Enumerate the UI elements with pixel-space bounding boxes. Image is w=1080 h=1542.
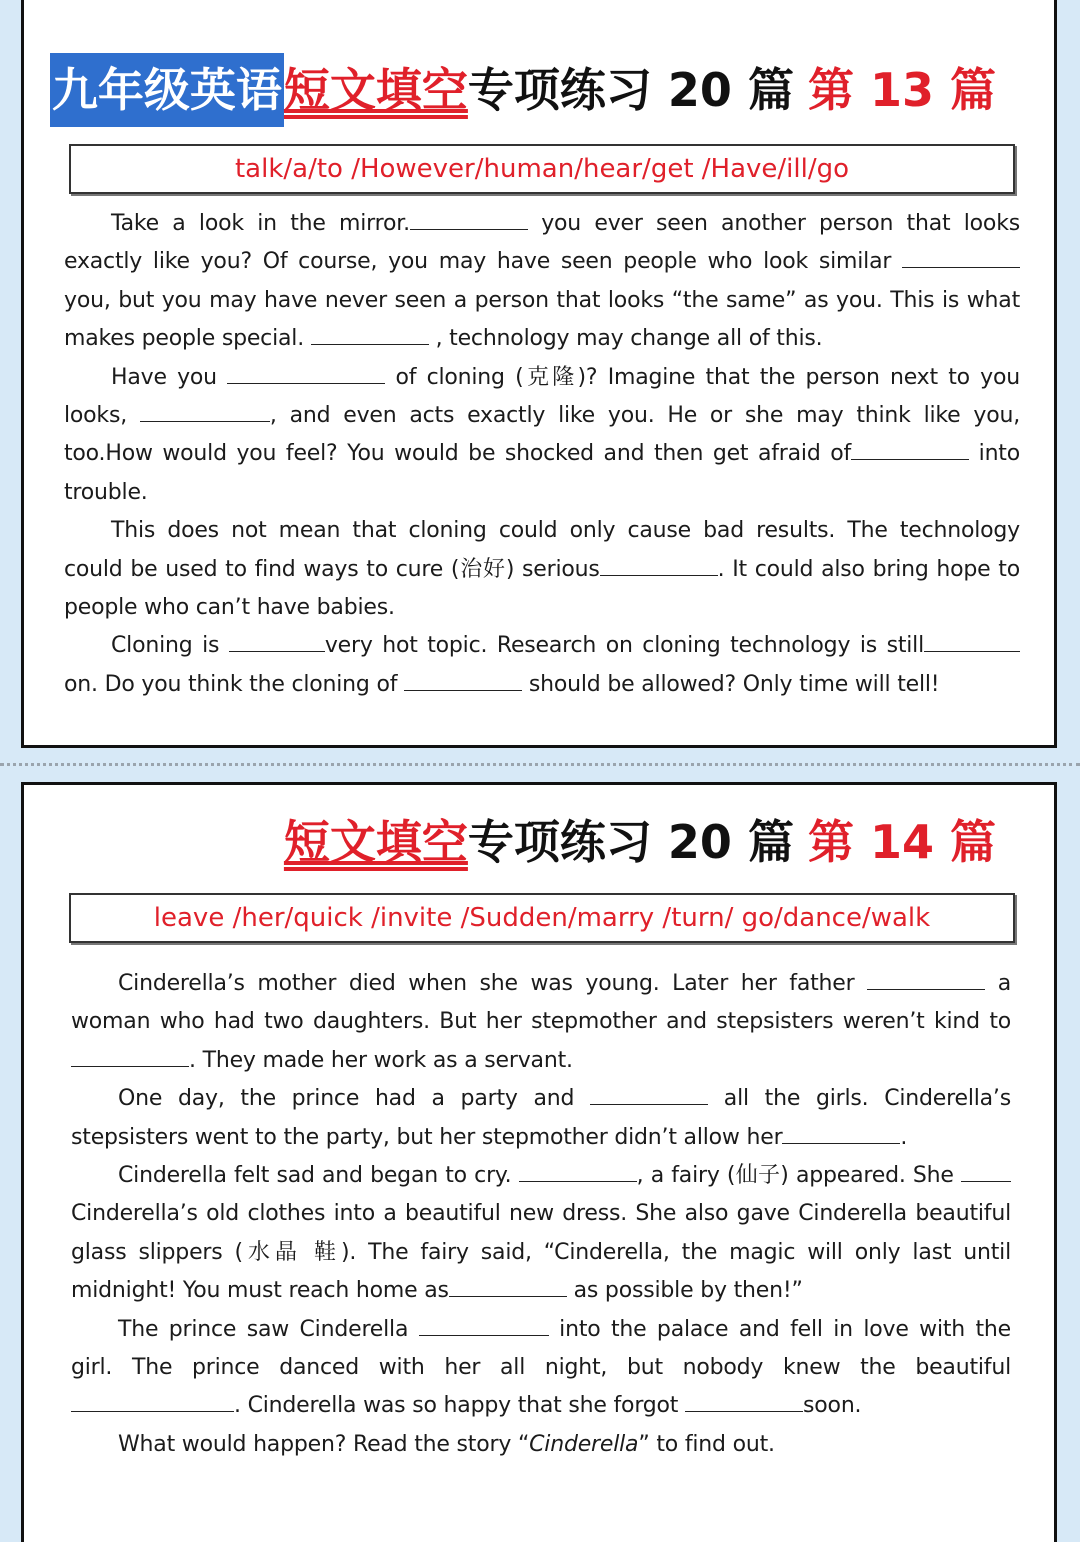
answer-blank[interactable] [782, 1123, 900, 1144]
passage-text: ” to find out. [638, 1431, 775, 1457]
answer-blank[interactable] [902, 247, 1020, 268]
passage-text: . They made her work as a servant. [189, 1047, 573, 1073]
answer-blank[interactable] [590, 1084, 708, 1105]
paragraph [64, 359, 1020, 513]
answer-blank[interactable] [961, 1161, 1011, 1182]
passage-text: of cloning (克隆)? Imagine that the person next to you looks, [64, 364, 1020, 429]
answer-blank[interactable] [851, 439, 969, 460]
passage-text: a woman who had two daughters. But her stepmother and stepsisters weren’t kind to [71, 971, 1011, 1035]
worksheet-title [50, 53, 996, 123]
worksheet-title [284, 807, 996, 877]
answer-blank[interactable] [71, 1391, 234, 1412]
answer-blank[interactable] [867, 969, 985, 990]
title-topic: 短文填空 [283, 815, 468, 869]
passage-text: , and even acts exactly like you. He or she may think like you, too.How would you feel? You would be shocked and then get afraid of [64, 403, 1020, 467]
passage-text: on. Do you think the cloning of [64, 671, 405, 697]
passage-text: Cinderella’s mother died when she was young. Later her father [118, 971, 868, 996]
answer-blank[interactable] [449, 1276, 567, 1297]
passage-text: This does not mean that cloning could only cause bad results. The technology could be used to find ways to cure (治好) serious [64, 518, 1020, 582]
answer-blank[interactable] [311, 324, 429, 345]
answer-blank[interactable] [227, 363, 385, 384]
paragraph [71, 1426, 1011, 1464]
answer-blank[interactable] [140, 401, 270, 422]
passage-text: all the girls. Cinderella’s stepsisters went to the party, but her stepmother didn’t allow her [71, 1086, 1011, 1150]
title-number: 第 14 篇 [807, 815, 996, 869]
paragraph [64, 627, 1020, 704]
answer-blank[interactable] [419, 1315, 549, 1336]
passage-text: Have you [111, 364, 228, 390]
answer-blank[interactable] [600, 555, 718, 576]
passage-text: Cloning is [111, 633, 229, 659]
passage-14 [71, 965, 1011, 1464]
passage-text: you ever seen another person that looks exactly like you? Of course, you may have seen people who look similar [64, 211, 1020, 275]
paragraph [64, 205, 1020, 359]
answer-blank[interactable] [685, 1391, 803, 1412]
passage-text: What would happen? Read the story “ [118, 1431, 530, 1457]
passage-text: into trouble. [64, 441, 1020, 505]
passage-text: you, but you may have never seen a person that looks “the same” as you. This is what makes people special. [64, 287, 1020, 352]
title-practice: 专项练习 20 篇 [467, 63, 794, 117]
paragraph [71, 1080, 1011, 1157]
title-topic: 短文填空 [283, 63, 468, 117]
passage-text: very hot topic. Research on cloning technology is still [324, 633, 925, 659]
passage-text: should be allowed? Only time will tell! [522, 671, 940, 697]
answer-blank[interactable] [924, 631, 1020, 652]
passage-text: Cinderella’s old clothes into a beautiful new dress. She also gave Cinderella beautiful glass slippers (水晶 鞋). The fairy said, “Cinderella, the magic will only last until midnight! You must reach home as [71, 1201, 1011, 1304]
paragraph [71, 965, 1011, 1080]
passage-text: , technology may change all of this. [428, 326, 823, 352]
answer-blank[interactable] [410, 209, 528, 230]
paragraph [71, 1157, 1011, 1311]
answer-blank[interactable] [229, 631, 325, 652]
page-divider [0, 763, 1080, 766]
passage-text: Cinderella felt sad and began to cry. [118, 1163, 519, 1189]
passage-text: Take a look in the mirror. [111, 211, 410, 236]
paragraph [64, 512, 1020, 627]
passage-text: as possible by then!” [566, 1278, 803, 1304]
word-bank: leave /her/quick /invite /Sudden/marry /turn/ go/dance/walk [69, 893, 1015, 943]
word-bank: talk/a/to /However/human/hear/get /Have/ill/go [69, 144, 1015, 194]
title-number: 第 13 篇 [807, 63, 996, 117]
passage-13 [64, 205, 1020, 704]
passage-text: . It could also bring hope to people who can’t have babies. [64, 556, 1020, 621]
passage-text: One day, the prince had a party and [118, 1086, 591, 1112]
passage-text: soon. [803, 1393, 862, 1419]
paragraph [71, 1311, 1011, 1426]
title-practice: 专项练习 20 篇 [467, 815, 794, 869]
answer-blank[interactable] [404, 670, 522, 691]
passage-text: The prince saw Cinderella [118, 1316, 419, 1342]
worksheet-14 [21, 782, 1057, 1542]
passage-text: . [900, 1124, 908, 1150]
answer-blank[interactable] [71, 1046, 189, 1067]
passage-text: . Cinderella was so happy that she forgot [234, 1393, 686, 1419]
story-title: Cinderella [529, 1431, 639, 1457]
title-grade: 九年级英语 [50, 53, 284, 127]
worksheet-13 [21, 0, 1057, 748]
answer-blank[interactable] [519, 1161, 637, 1182]
passage-text: into the palace and fell in love with the girl. The prince danced with her all night, but nobody knew the beautiful [71, 1316, 1011, 1381]
passage-text: , a fairy (仙子) appeared. She [636, 1163, 961, 1189]
